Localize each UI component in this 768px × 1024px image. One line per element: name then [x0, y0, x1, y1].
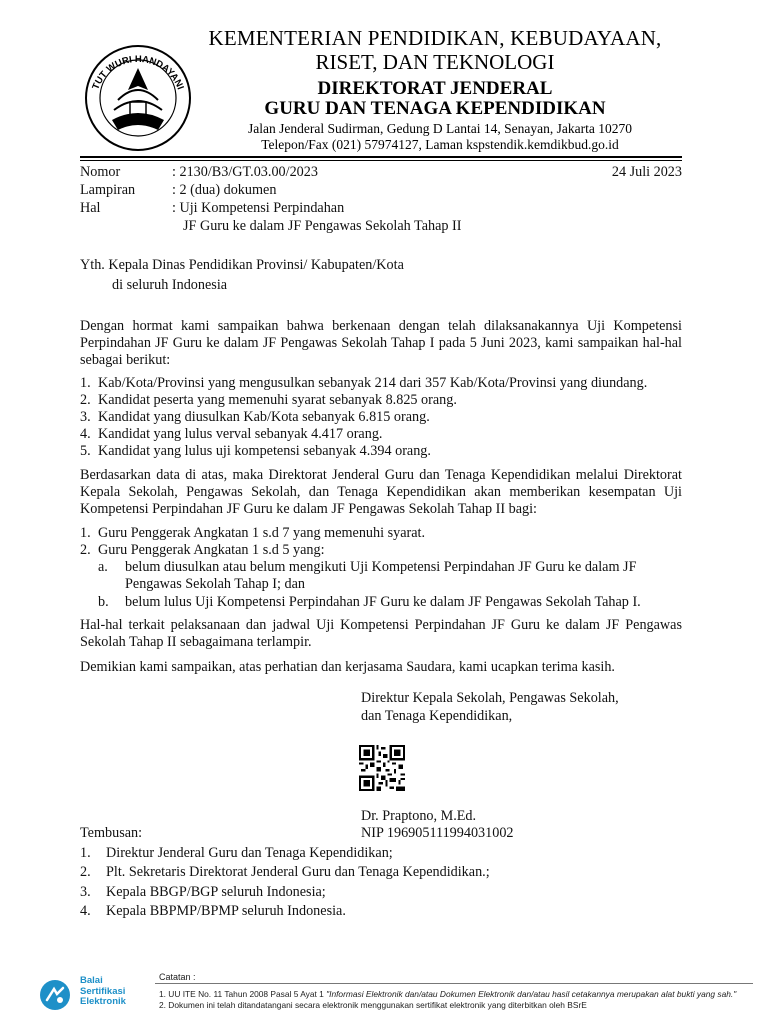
tembusan-label: Tembusan: — [80, 825, 143, 841]
letter-date: 24 Juli 2023 — [611, 164, 682, 180]
hal-value-line2: JF Guru ke dalam JF Pengawas Sekolah Tahap II — [183, 218, 462, 234]
bsre-logo-icon — [38, 978, 72, 1012]
footer-note-1: 1. UU ITE No. 11 Tahun 2008 Pasal 5 Ayat 1 "Informasi Elektronik dan/atau Dokumen Elektronik dan/atau hasil cetakannya merupakan alat bukti yang sah." — [159, 989, 737, 999]
cc-list-item: 3. Kepala BBGP/BGP seluruh Indonesia; — [80, 884, 326, 900]
signatory-title-line1: Direktur Kepala Sekolah, Pengawas Sekolah, — [361, 690, 619, 706]
contact-line: Telepon/Fax (021) 57974127, Laman kspstendik.kemdikbud.go.id — [261, 137, 619, 152]
list-item: 1. Kab/Kota/Provinsi yang mengusulkan sebanyak 214 dari 357 Kab/Kota/Provinsi yang diundang. — [80, 375, 648, 391]
cc-list-item: 2. Plt. Sekretaris Direktorat Jenderal Guru dan Tenaga Kependidikan.; — [80, 864, 490, 880]
lampiran-label: Lampiran — [80, 182, 136, 198]
lampiran-value: : 2 (dua) dokumen — [172, 182, 277, 198]
header-divider-thin — [80, 160, 682, 161]
cc-list-item: 1. Direktur Jenderal Guru dan Tenaga Kependidikan; — [80, 845, 393, 861]
signatory-name: Dr. Praptono, M.Ed. — [361, 808, 477, 824]
bsre-wordmark: Balai Sertifikasi Elektronik — [80, 975, 126, 1007]
recipient-line1: Yth. Kepala Dinas Pendidikan Provinsi/ Kabupaten/Kota — [80, 257, 404, 273]
ministry-name-line2: RISET, DAN TEKNOLOGI — [315, 50, 555, 74]
closing-paragraph: Demikian kami sampaikan, atas perhatian dan kerjasama Saudara, kami ucapkan terima kasih. — [80, 659, 615, 675]
hal-value-line1: : Uji Kompetensi Perpindahan — [172, 200, 345, 216]
hal-label: Hal — [80, 200, 101, 216]
schedule-paragraph: Hal-hal terkait pelaksanaan dan jadwal Uji Kompetensi Perpindahan JF Guru ke dalam JF Pengawas Sekolah Tahap II sebagaimana terlampir. — [80, 617, 682, 650]
list-item: 3. Kandidat yang diusulkan Kab/Kota sebanyak 6.815 orang. — [80, 409, 430, 425]
opening-paragraph: Dengan hormat kami sampaikan bahwa berkenaan dengan telah dilaksanakannya Uji Kompetensi Perpindahan JF Guru ke dalam JF Pengawas Sekolah Tahap I pada 5 Juni 2023, kami sampaikan hal-hal sebagai berikut: — [80, 318, 682, 368]
nomor-label: Nomor — [80, 164, 121, 180]
list-item: 2. Guru Penggerak Angkatan 1 s.d 5 yang: — [80, 542, 325, 558]
list-item: 2. Kandidat peserta yang memenuhi syarat sebanyak 8.825 orang. — [80, 392, 457, 408]
signature-qr-code — [359, 745, 405, 791]
tut-wuri-handayani-logo — [78, 40, 198, 152]
nomor-value: : 2130/B3/GT.03.00/2023 — [172, 164, 318, 180]
basis-paragraph: Berdasarkan data di atas, maka Direktorat Jenderal Guru dan Tenaga Kependidikan melalui Direktorat Kepala Sekolah, Pengawas Sekolah, dan Tenaga Kependidikan akan memberikan kesempatan Uji Kompetensi Perpindahan JF Guru ke dalam JF Pengawas Sekolah Tahap II bagi: — [80, 467, 682, 517]
sublist-item: b. belum lulus Uji Kompetensi Perpindahan JF Guru ke dalam JF Pengawas Sekolah Tahap I. — [98, 594, 641, 610]
cc-list-item: 4. Kepala BBPMP/BPMP seluruh Indonesia. — [80, 903, 346, 919]
header-divider-thick — [80, 156, 682, 158]
signatory-title-line2: dan Tenaga Kependidikan, — [361, 708, 513, 724]
footer-divider — [155, 983, 753, 984]
ministry-name-line1: KEMENTERIAN PENDIDIKAN, KEBUDAYAAN, — [208, 26, 662, 50]
footer-note-2: 2. Dokumen ini telah ditandatangani secara elektronik menggunakan sertifikat elektronik yang diterbitkan oleh BSrE — [159, 1000, 587, 1010]
sublist-item: a. belum diusulkan atau belum mengikuti Uji Kompetensi Perpindahan JF Guru ke dalam JF Pengawas Sekolah Tahap I; dan — [98, 559, 637, 592]
recipient-line2: di seluruh Indonesia — [112, 277, 228, 293]
signatory-nip: NIP 196905111994031002 — [361, 825, 514, 841]
list-item: 1. Guru Penggerak Angkatan 1 s.d 7 yang memenuhi syarat. — [80, 525, 426, 541]
list-item: 5. Kandidat yang lulus uji kompetensi sebanyak 4.394 orang. — [80, 443, 431, 459]
footer-notes-label: Catatan : — [159, 972, 196, 982]
list-item: 4. Kandidat yang lulus verval sebanyak 4.417 orang. — [80, 426, 383, 442]
svg-text:TUT WURI HANDAYANI: TUT WURI HANDAYANI — [90, 53, 186, 92]
address-line: Jalan Jenderal Sudirman, Gedung D Lantai 14, Senayan, Jakarta 10270 — [248, 121, 632, 136]
directorate-name-line2: GURU DAN TENAGA KEPENDIDIKAN — [264, 98, 606, 119]
directorate-name-line1: DIREKTORAT JENDERAL — [317, 78, 553, 99]
